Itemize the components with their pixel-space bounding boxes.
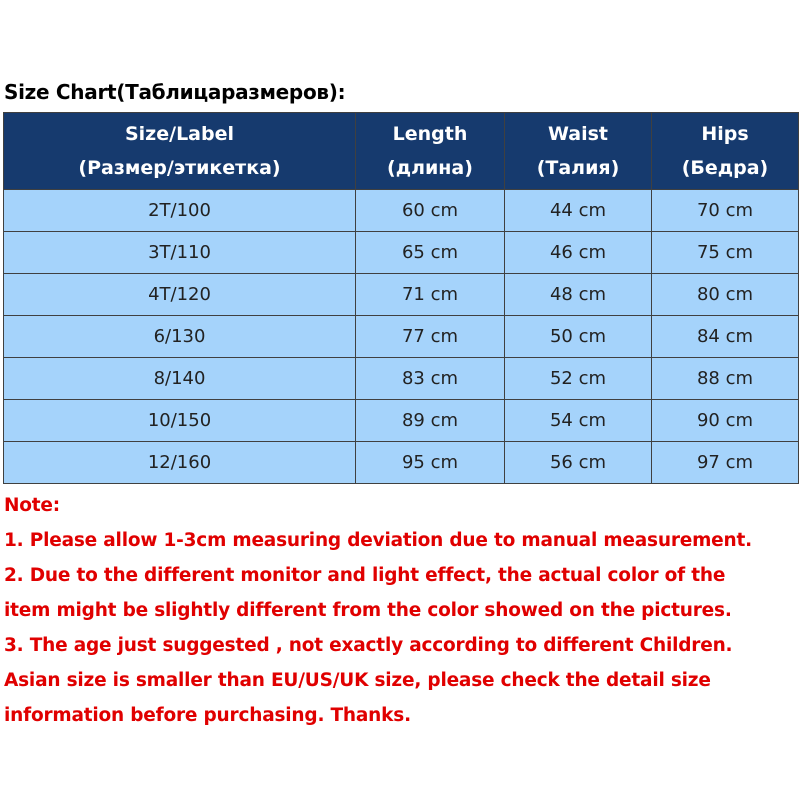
cell-hips: 70 cm [652, 190, 799, 232]
page-title: Size Chart(Таблицаразмеров): [4, 80, 346, 104]
notes-heading: Note: [4, 495, 60, 516]
cell-length: 83 cm [356, 358, 505, 400]
note-line: 2. Due to the different monitor and light effect, the actual color of the [4, 565, 726, 586]
header-line-translation: (Бедра) [681, 157, 769, 179]
header-length [356, 113, 505, 190]
cell-size: 3T/110 [4, 232, 356, 274]
table-row [4, 358, 799, 400]
cell-size: 6/130 [4, 316, 356, 358]
cell-hips: 80 cm [652, 274, 799, 316]
cell-hips: 97 cm [652, 442, 799, 484]
cell-length: 65 cm [356, 232, 505, 274]
cell-length: 77 cm [356, 316, 505, 358]
cell-hips: 75 cm [652, 232, 799, 274]
cell-hips: 84 cm [652, 316, 799, 358]
cell-waist: 44 cm [505, 190, 652, 232]
cell-size: 8/140 [4, 358, 356, 400]
note-line: 1. Please allow 1-3cm measuring deviation due to manual measurement. [4, 530, 752, 551]
table-header-row [4, 113, 799, 190]
cell-size: 12/160 [4, 442, 356, 484]
table-row [4, 190, 799, 232]
header-size-label [4, 113, 356, 190]
table-row [4, 274, 799, 316]
header-line-translation: (Размер/этикетка) [78, 157, 281, 179]
cell-size: 10/150 [4, 400, 356, 442]
header-line: Waist [547, 123, 608, 145]
cell-length: 89 cm [356, 400, 505, 442]
cell-length: 71 cm [356, 274, 505, 316]
table-row [4, 442, 799, 484]
note-line: item might be slightly different from the color showed on the pictures. [4, 600, 732, 621]
cell-waist: 54 cm [505, 400, 652, 442]
cell-length: 60 cm [356, 190, 505, 232]
notes-section [4, 488, 798, 733]
size-chart-table [3, 112, 799, 484]
cell-waist: 50 cm [505, 316, 652, 358]
cell-hips: 88 cm [652, 358, 799, 400]
cell-hips: 90 cm [652, 400, 799, 442]
header-waist [505, 113, 652, 190]
table-row [4, 400, 799, 442]
header-line: Length [392, 123, 468, 145]
header-line: Hips [701, 123, 749, 145]
header-line: Size/Label [124, 123, 234, 145]
note-line: 3. The age just suggested , not exactly according to different Children. [4, 635, 733, 656]
header-hips [652, 113, 799, 190]
cell-size: 4T/120 [4, 274, 356, 316]
cell-waist: 46 cm [505, 232, 652, 274]
cell-waist: 52 cm [505, 358, 652, 400]
header-line-translation: (длина) [387, 157, 473, 179]
cell-length: 95 cm [356, 442, 505, 484]
note-line: information before purchasing. Thanks. [4, 705, 411, 726]
table-row [4, 232, 799, 274]
table-row [4, 316, 799, 358]
cell-waist: 56 cm [505, 442, 652, 484]
cell-size: 2T/100 [4, 190, 356, 232]
note-line: Asian size is smaller than EU/US/UK size, please check the detail size [4, 670, 711, 691]
header-line-translation: (Талия) [536, 157, 620, 179]
cell-waist: 48 cm [505, 274, 652, 316]
